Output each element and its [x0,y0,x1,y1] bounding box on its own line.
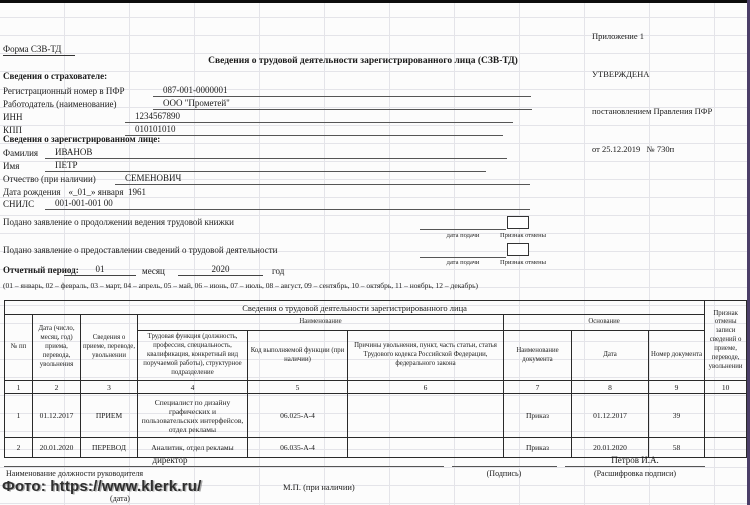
statement-cancel-label: Признак отмены [500,259,546,266]
field-label: СНИЛС [3,199,35,209]
appendix-line: постановлением Правления ПФР [592,106,713,116]
field-label: Имя [3,161,20,171]
signature-label: (Подпись) [486,469,522,478]
field-label: Работодатель (наименование) [3,99,117,109]
position-line [4,466,444,467]
document-title: Сведения о трудовой деятельности зарегистрированного лица (СЗВ-ТД) [208,56,518,66]
col-num: 5 [248,381,348,394]
cell-function: Аналитик, отдел рекламы [138,438,248,458]
report-period-label: Отчетный период: [3,265,79,275]
col-header-number: № пп [5,315,33,381]
activity-table [4,300,747,458]
stamp-label: М.П. (при наличии) [283,482,355,492]
col-header-doc-name: Наименование документа [504,331,572,381]
column-number-row [5,381,747,394]
date-label: (дата) [110,494,130,503]
statement-cancel-label: Признак отмены [500,232,546,239]
statement-cancel-checkbox[interactable] [507,216,529,229]
col-num: 1 [5,381,33,394]
field-firstname [3,159,486,172]
statement-provide-info: Подано заявление о предоставлении сведений о трудовой деятельности [3,245,278,255]
col-header-date: Дата (число, месяц, год) приема, перевода, увольнения [33,315,81,381]
col-header-doc-number: Номер документа [649,331,705,381]
field-employer [3,97,532,110]
signature-name: Петров И.А. [611,455,659,465]
cell-number: 1 [5,394,33,438]
cell-function: Специалист по дизайну графических и пользовательских интерфейсов, отдел рекламы [138,394,248,438]
field-value: 087-001-0000001 [153,85,531,97]
field-value: 010101010 [125,124,503,136]
field-label: ИНН [3,112,23,122]
field-value: 1234567890 [125,111,513,123]
col-num: 9 [649,381,705,394]
position-label: Наименование должности руководителя [6,469,144,478]
col-num: 4 [138,381,248,394]
statement-date-line [420,257,506,258]
appendix-line: от 25.12.2019 № 730п [592,143,675,154]
field-value: «_01_» января 1961 [68,187,147,197]
col-num: 6 [348,381,504,394]
form-code-label: Форма СЗВ-ТД [3,44,75,56]
cell-function-code: 06.025-А-4 [248,394,348,438]
cell-date: 01.12.2017 [33,394,81,438]
statement-continue-workbook: Подано заявление о продолжении ведения трудовой книжки [3,217,234,227]
statement-date-label: дата подачи [446,232,480,239]
col-num: 8 [572,381,649,394]
group-header-name: Наименование [138,315,504,331]
col-header-dismissal-reason: Причины увольнения, пункт, часть статьи, статья Трудового кодекса Российской Федерации, федерального закона [348,331,504,381]
field-value: СЕМЕНОВИЧ [115,173,530,185]
appendix-line: УТВЕРЖДЕНА [592,68,650,79]
signature-name-line [565,466,705,467]
field-value: ПЕТР [45,160,486,172]
col-header-function-code: Код выполняемой функции (при наличии) [248,331,348,381]
statement-cancel-checkbox[interactable] [507,243,529,256]
cell-dismissal-reason [348,438,504,458]
klerk-watermark: Фото: https://www.klerk.ru/ [2,478,202,495]
cell-event: ПРИЕМ [81,394,138,438]
field-surname [3,146,507,159]
report-period-month-label: месяц [142,266,165,276]
cell-dismissal-reason [348,394,504,438]
col-num: 10 [705,381,747,394]
cell-doc-date: 01.12.2017 [572,394,649,438]
report-period-month-value: 01 [64,263,136,276]
cell-doc-name: Приказ [504,394,572,438]
field-snils [3,197,530,210]
col-header-event: Сведения о приеме, переводе, увольнении [81,315,138,381]
field-label: КПП [3,125,23,135]
statement-date-label: дата подачи [446,259,480,266]
field-label: Фамилия [3,148,39,158]
cell-event: ПЕРЕВОД [81,438,138,458]
field-value: ООО "Прометей" [153,98,532,110]
scan-top-edge [0,0,750,3]
col-header-function: Трудовая функция (должность, профессия, специальность, квалификация, конкретный вид поручаемой работы), структурное подразделение [138,331,248,381]
cell-date: 20.01.2020 [33,438,81,458]
month-codes-footnote: (01 – январь, 02 – февраль, 03 – март, 04 – апрель, 05 – май, 06 – июнь, 07 – июль, 08 – август, 09 – сентябрь, 10 – октябрь, 11 – ноябрь, 12 – декабрь) [3,281,479,290]
field-value: 001-001-001 00 [45,198,530,210]
appendix-line: Приложение 1 [592,31,644,41]
cell-doc-date: 20.01.2020 [572,438,649,458]
cell-function-code: 06.035-А-4 [248,438,348,458]
signature-line [452,466,557,467]
cell-cancel-flag [705,394,747,438]
field-label: Регистрационный номер в ПФР [3,86,125,96]
field-patronymic [3,172,530,185]
signature-name-label: (Расшифровка подписи) [593,469,677,478]
col-header-doc-date: Дата [572,331,649,381]
cell-number: 2 [5,438,33,458]
report-period-year-value: 2020 [178,263,263,276]
insurer-section-title: Сведения о страхователе: [3,71,108,81]
person-section-title: Сведения о зарегистрированном лице: [3,134,161,144]
cell-doc-number: 58 [649,438,705,458]
field-inn [3,110,513,123]
cell-doc-name: Приказ [504,438,572,458]
field-reg-number [3,84,531,97]
col-num: 7 [504,381,572,394]
col-num: 2 [33,381,81,394]
field-label: Дата рождения [3,187,61,197]
director-position-value: директор [152,455,188,465]
statement-date-line [420,229,506,230]
group-header-basis: Основание [504,315,705,331]
field-label: Отчество (при наличии) [3,174,96,184]
field-value: ИВАНОВ [45,147,507,159]
cell-doc-number: 39 [649,394,705,438]
col-num: 3 [81,381,138,394]
col-header-cancel-flag: Признак отмены записи сведений о приеме, переводе, увольнении [705,301,747,381]
report-period-year-label: год [272,266,285,276]
table-row [5,394,747,438]
cell-cancel-flag [705,438,747,458]
table-span-title: Сведения о трудовой деятельности зарегистрированного лица [5,301,705,315]
appendix-block [592,5,712,180]
